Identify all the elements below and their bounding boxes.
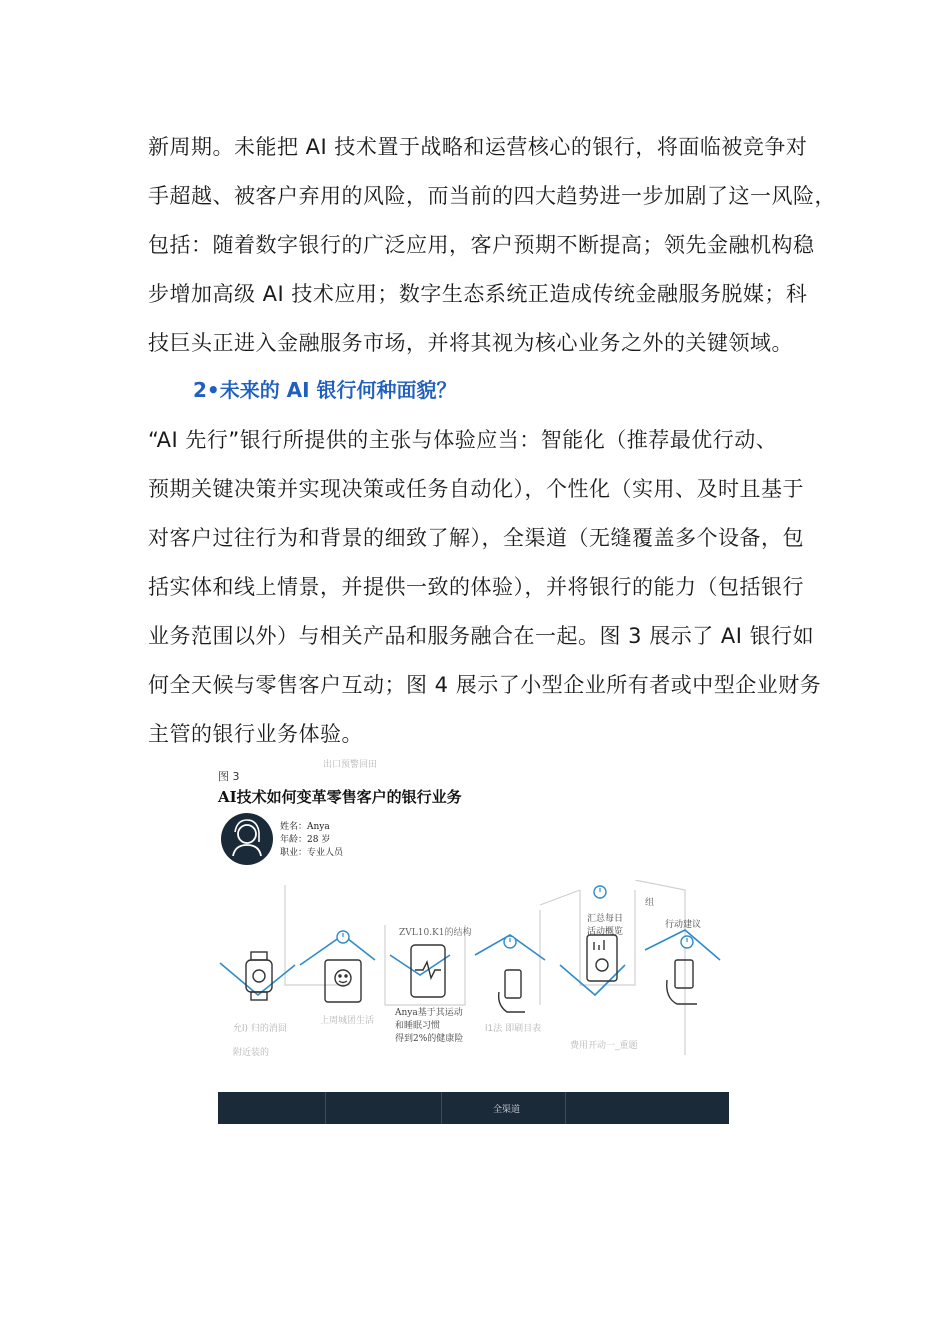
- bar-divider: [441, 1092, 442, 1124]
- paragraph-line: 括实体和线上情景，并提供一致的体验），并将银行的能力（包括银行: [148, 575, 804, 599]
- paragraph-line: 何全天候与零售客户互动；图 4 展示了小型企业所有者或中型企业财务: [148, 673, 822, 697]
- customer-journey-diagram: [215, 880, 735, 1090]
- paragraph-line: “AI 先行”银行所提供的主张与体验应当：智能化（推荐最优行动、: [148, 428, 778, 452]
- profile-age: 年龄：28 岁: [280, 835, 331, 845]
- avatar-icon: [220, 812, 274, 866]
- profile-name: 姓名：Anya: [280, 822, 330, 832]
- paragraph-line: 业务范围以外）与相关产品和服务融合在一起。图 3 展示了 AI 银行如: [148, 624, 815, 648]
- faint-label: l1法 即刷目表: [485, 1024, 542, 1034]
- omnichannel-bar: [218, 1092, 729, 1124]
- tablet-chart-icon: [587, 935, 617, 981]
- figure-label: 图 3: [218, 770, 240, 783]
- bar-divider: [325, 1092, 326, 1124]
- figure-title: AI技术如何变革零售客户的银行业务: [218, 788, 462, 806]
- paragraph-line: 预期关键决策并实现决策或任务自动化），个性化（实用、及时且基于: [148, 477, 804, 501]
- clock-icon: [681, 936, 693, 948]
- paragraph-line: 手超越、被客户弃用的风险，而当前的四大趋势进一步加剧了这一风险，: [148, 184, 836, 208]
- paragraph-line: 技巨头正进入金融服务市场，并将其视为核心业务之外的关键领域。: [148, 331, 793, 355]
- section-heading: 2•未来的 AI 银行何种面貌？: [193, 378, 457, 402]
- bar-divider: [565, 1092, 566, 1124]
- clock-icon: [594, 886, 606, 898]
- step-label: ZVL10.K1的结构: [399, 928, 472, 938]
- clock-icon: [337, 931, 349, 943]
- hand-action-icon: [667, 960, 697, 1004]
- step-label: 组: [645, 898, 655, 908]
- faint-label: 允l) 归的消囧: [233, 1024, 287, 1034]
- figure-faint-top-text: 出口预警回田: [323, 760, 378, 770]
- paragraph-line: 新周期。未能把 AI 技术置于战略和运营核心的银行，将面临被竞争对: [148, 135, 808, 159]
- hand-phone-icon: [499, 970, 525, 1012]
- smartwatch-icon: [246, 952, 272, 1000]
- step-label: 汇总每日 活动概览: [587, 914, 624, 937]
- profile-job: 职业：专业人员: [280, 848, 344, 858]
- omnichannel-label: 全渠道: [493, 1105, 521, 1115]
- faint-label: 费用开动一_重题: [570, 1041, 638, 1051]
- step-label: 行动建议: [665, 920, 702, 930]
- tablet-face-icon: [325, 960, 361, 1002]
- paragraph-line: 主管的银行业务体验。: [148, 722, 363, 746]
- paragraph-line: 步增加高级 AI 技术应用；数字生态系统正造成传统金融服务脱媒；科: [148, 282, 808, 306]
- phone-heartbeat-icon: [411, 945, 445, 997]
- faint-label: 上周城团生活: [320, 1016, 375, 1026]
- paragraph-line: 对客户过往行为和背景的细致了解），全渠道（无缝覆盖多个设备，包: [148, 526, 804, 550]
- step-label: Anya基于其运动 和睡眠习惯 得到2%的健康险: [395, 1008, 464, 1044]
- figure-3: [215, 755, 735, 1130]
- faint-label: 附近装的: [233, 1048, 270, 1058]
- clock-icon: [504, 936, 516, 948]
- paragraph-line: 包括：随着数字银行的广泛应用，客户预期不断提高；领先金融机构稳: [148, 233, 815, 257]
